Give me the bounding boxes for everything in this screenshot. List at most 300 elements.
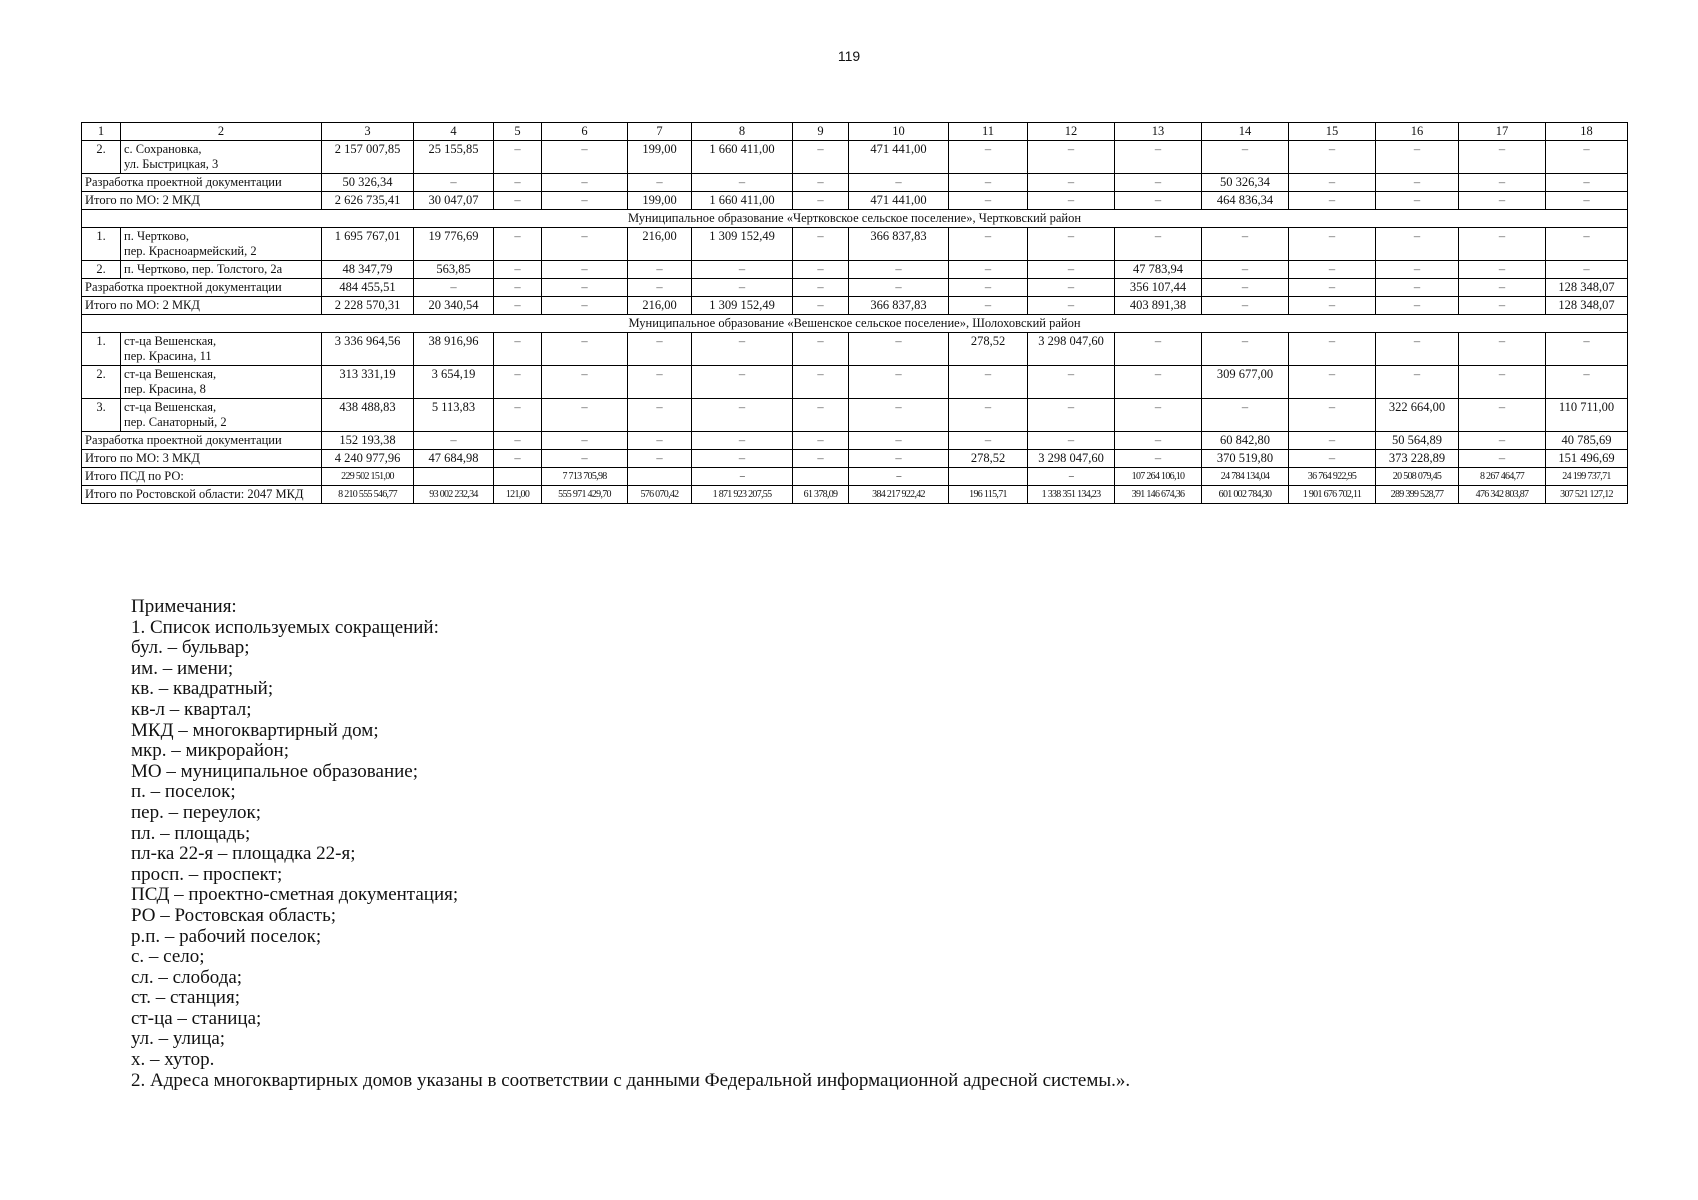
value-cell: 438 488,83 — [322, 399, 414, 432]
value-cell: 128 348,07 — [1546, 279, 1628, 297]
value-cell: – — [1202, 261, 1289, 279]
table-row — [82, 366, 1628, 399]
header-cell: 17 — [1459, 123, 1546, 141]
value-cell: – — [414, 174, 494, 192]
value-cell: 563,85 — [414, 261, 494, 279]
value-cell: – — [494, 333, 542, 366]
value-cell: – — [1459, 174, 1546, 192]
table-row — [82, 141, 1628, 174]
note-line: п. – поселок; — [131, 781, 236, 803]
value-cell: 484 455,51 — [322, 279, 414, 297]
value-cell: – — [1289, 297, 1376, 315]
value-cell: – — [1459, 366, 1546, 399]
address-line: пер. Красноармейский, 2 — [124, 244, 257, 258]
value-cell: – — [692, 468, 793, 486]
value-cell: 1 660 411,00 — [692, 192, 793, 210]
value-cell: 373 228,89 — [1376, 450, 1459, 468]
value-cell: – — [1202, 399, 1289, 432]
value-cell: – — [1115, 450, 1202, 468]
value-cell: 8 267 464,77 — [1459, 468, 1546, 486]
value-cell: – — [1376, 261, 1459, 279]
value-cell: 3 298 047,60 — [1028, 450, 1115, 468]
header-row — [82, 123, 1628, 141]
section-row — [82, 210, 1628, 228]
value-cell: – — [414, 279, 494, 297]
summary-label: Итого по МО: 2 МКД — [82, 297, 322, 315]
value-cell: 3 336 964,56 — [322, 333, 414, 366]
value-cell: 403 891,38 — [1115, 297, 1202, 315]
value-cell: – — [494, 261, 542, 279]
value-cell: 1 338 351 134,23 — [1028, 486, 1115, 504]
value-cell: – — [793, 174, 849, 192]
note-line: пл-ка 22-я – площадка 22-я; — [131, 843, 356, 865]
table-row — [82, 333, 1628, 366]
value-cell: 476 342 803,87 — [1459, 486, 1546, 504]
value-cell: – — [949, 366, 1028, 399]
value-cell: – — [1376, 366, 1459, 399]
note-line: с. – село; — [131, 946, 205, 968]
value-cell: – — [494, 366, 542, 399]
value-cell: – — [1289, 174, 1376, 192]
note-line: ПСД – проектно-сметная документация; — [131, 884, 459, 906]
value-cell: – — [793, 399, 849, 432]
value-cell: – — [849, 333, 949, 366]
value-cell: – — [1459, 141, 1546, 174]
value-cell: 128 348,07 — [1546, 297, 1628, 315]
value-cell: – — [494, 192, 542, 210]
page-number: 119 — [837, 48, 861, 64]
value-cell: 3 654,19 — [414, 366, 494, 399]
value-cell: – — [692, 399, 793, 432]
value-cell: – — [628, 399, 692, 432]
value-cell: – — [793, 333, 849, 366]
note-line: ст. – станция; — [131, 987, 240, 1009]
address-line: ст-ца Вешенская, — [124, 334, 217, 348]
row-number: 2. — [82, 141, 121, 174]
value-cell: 366 837,83 — [849, 228, 949, 261]
value-cell: 3 298 047,60 — [1028, 333, 1115, 366]
value-cell: 1 871 923 207,55 — [692, 486, 793, 504]
value-cell: 471 441,00 — [849, 141, 949, 174]
note-line: кв. – квадратный; — [131, 678, 274, 700]
value-cell: – — [1289, 279, 1376, 297]
value-cell: – — [849, 468, 949, 486]
value-cell: – — [849, 450, 949, 468]
value-cell: 1 660 411,00 — [692, 141, 793, 174]
table-row — [82, 228, 1628, 261]
value-cell: 152 193,38 — [322, 432, 414, 450]
funding-table — [81, 122, 1628, 504]
value-cell: 601 002 784,30 — [1202, 486, 1289, 504]
note-line: ул. – улица; — [131, 1028, 226, 1050]
row-number: 2. — [82, 366, 121, 399]
value-cell: – — [1115, 228, 1202, 261]
value-cell: – — [1546, 174, 1628, 192]
value-cell: 356 107,44 — [1115, 279, 1202, 297]
header-cell: 12 — [1028, 123, 1115, 141]
row-number: 1. — [82, 228, 121, 261]
note-line: 2. Адреса многоквартирных домов указаны в соответствии с данными Федеральной информационной адресной системы.». — [131, 1069, 1131, 1091]
value-cell — [628, 468, 692, 486]
value-cell: 384 217 922,42 — [849, 486, 949, 504]
table-row — [82, 399, 1628, 432]
address-cell — [121, 399, 322, 432]
value-cell: 20 340,54 — [414, 297, 494, 315]
value-cell: – — [1115, 399, 1202, 432]
value-cell: 313 331,19 — [322, 366, 414, 399]
row-number: 2. — [82, 261, 121, 279]
value-cell: – — [1459, 333, 1546, 366]
value-cell: – — [628, 333, 692, 366]
value-cell: – — [692, 261, 793, 279]
value-cell: – — [1028, 279, 1115, 297]
note-line: пл. – площадь; — [131, 822, 251, 844]
table-row — [82, 261, 1628, 279]
value-cell: – — [1376, 174, 1459, 192]
value-cell: – — [793, 366, 849, 399]
value-cell: – — [1289, 366, 1376, 399]
value-cell: – — [1546, 228, 1628, 261]
summary-row — [82, 279, 1628, 297]
address-line: п. Чертково, пер. Толстого, 2а — [124, 262, 283, 276]
summary-row — [82, 174, 1628, 192]
address-cell — [121, 261, 322, 279]
row-number: 1. — [82, 333, 121, 366]
value-cell: – — [1459, 192, 1546, 210]
summary-label: Итого по МО: 3 МКД — [82, 450, 322, 468]
notes-section — [131, 597, 1130, 1091]
address-cell — [121, 141, 322, 174]
value-cell — [494, 468, 542, 486]
summary-label: Разработка проектной документации — [82, 432, 322, 450]
value-cell: – — [793, 432, 849, 450]
value-cell: 47 783,94 — [1115, 261, 1202, 279]
summary-label: Разработка проектной документации — [82, 174, 322, 192]
row-number: 3. — [82, 399, 121, 432]
value-cell: – — [849, 432, 949, 450]
value-cell: – — [542, 297, 628, 315]
note-line: ст-ца – станица; — [131, 1007, 262, 1029]
value-cell: – — [849, 261, 949, 279]
header-cell: 11 — [949, 123, 1028, 141]
note-line: МО – муниципальное образование; — [131, 760, 419, 782]
value-cell: 2 157 007,85 — [322, 141, 414, 174]
value-cell: – — [1115, 192, 1202, 210]
value-cell: – — [949, 432, 1028, 450]
value-cell: – — [692, 333, 793, 366]
header-cell: 13 — [1115, 123, 1202, 141]
value-cell: – — [1202, 279, 1289, 297]
value-cell: 322 664,00 — [1376, 399, 1459, 432]
value-cell: – — [1028, 261, 1115, 279]
value-cell: – — [949, 141, 1028, 174]
value-cell: – — [1546, 141, 1628, 174]
value-cell: 309 677,00 — [1202, 366, 1289, 399]
value-cell: – — [1115, 432, 1202, 450]
value-cell: – — [1202, 141, 1289, 174]
value-cell: – — [1202, 297, 1289, 315]
value-cell: – — [793, 450, 849, 468]
header-cell: 18 — [1546, 123, 1628, 141]
value-cell: – — [1289, 432, 1376, 450]
note-line: х. – хутор. — [131, 1049, 215, 1071]
value-cell: – — [1115, 333, 1202, 366]
value-cell: 50 326,34 — [1202, 174, 1289, 192]
table-body — [82, 123, 1628, 504]
value-cell: – — [494, 432, 542, 450]
note-line: просп. – проспект; — [131, 863, 283, 885]
note-line: р.п. – рабочий поселок; — [131, 925, 322, 947]
value-cell: – — [1115, 174, 1202, 192]
value-cell: – — [542, 399, 628, 432]
section-row — [82, 315, 1628, 333]
summary-row — [82, 450, 1628, 468]
value-cell: 121,00 — [494, 486, 542, 504]
address-cell — [121, 366, 322, 399]
value-cell: 1 309 152,49 — [692, 297, 793, 315]
value-cell: – — [542, 432, 628, 450]
value-cell: – — [542, 366, 628, 399]
value-cell: – — [494, 141, 542, 174]
value-cell: – — [1028, 432, 1115, 450]
summary-row — [82, 486, 1628, 504]
value-cell: – — [1028, 399, 1115, 432]
address-line: пер. Красина, 8 — [124, 382, 206, 396]
value-cell: 8 210 555 546,77 — [322, 486, 414, 504]
value-cell: – — [949, 192, 1028, 210]
header-cell: 15 — [1289, 123, 1376, 141]
value-cell: 216,00 — [628, 297, 692, 315]
note-line: сл. – слобода; — [131, 966, 243, 988]
value-cell: – — [1459, 450, 1546, 468]
header-cell: 6 — [542, 123, 628, 141]
value-cell: – — [628, 174, 692, 192]
value-cell: 391 146 674,36 — [1115, 486, 1202, 504]
value-cell: – — [1546, 261, 1628, 279]
value-cell: 50 326,34 — [322, 174, 414, 192]
note-line: МКД – многоквартирный дом; — [131, 719, 379, 741]
address-cell — [121, 228, 322, 261]
value-cell: 229 502 151,00 — [322, 468, 414, 486]
value-cell: – — [494, 279, 542, 297]
value-cell: 30 047,07 — [414, 192, 494, 210]
value-cell: – — [494, 297, 542, 315]
value-cell: – — [1546, 333, 1628, 366]
value-cell: – — [1289, 450, 1376, 468]
value-cell: – — [542, 228, 628, 261]
value-cell: – — [1202, 333, 1289, 366]
header-cell: 8 — [692, 123, 793, 141]
value-cell: 50 564,89 — [1376, 432, 1459, 450]
section-title: Муниципальное образование «Вешенское сельское поселение», Шолоховский район — [82, 315, 1628, 333]
value-cell: – — [692, 366, 793, 399]
summary-row — [82, 468, 1628, 486]
summary-label: Итого ПСД по РО: — [82, 468, 322, 486]
value-cell: 216,00 — [628, 228, 692, 261]
value-cell: – — [628, 366, 692, 399]
note-line: им. – имени; — [131, 657, 234, 679]
value-cell: 20 508 079,45 — [1376, 468, 1459, 486]
value-cell: – — [949, 174, 1028, 192]
value-cell: – — [1028, 366, 1115, 399]
header-cell: 10 — [849, 123, 949, 141]
value-cell: – — [1115, 141, 1202, 174]
note-line: пер. – переулок; — [131, 801, 262, 823]
value-cell: – — [849, 399, 949, 432]
value-cell: 555 971 429,70 — [542, 486, 628, 504]
value-cell: – — [1459, 279, 1546, 297]
value-cell: 307 521 127,12 — [1546, 486, 1628, 504]
value-cell: – — [949, 228, 1028, 261]
value-cell: – — [1289, 399, 1376, 432]
value-cell: – — [1028, 192, 1115, 210]
value-cell — [414, 468, 494, 486]
value-cell: 19 776,69 — [414, 228, 494, 261]
value-cell — [949, 468, 1028, 486]
header-cell: 9 — [793, 123, 849, 141]
value-cell: 2 228 570,31 — [322, 297, 414, 315]
note-line: кв-л – квартал; — [131, 698, 252, 720]
value-cell: 1 695 767,01 — [322, 228, 414, 261]
value-cell: – — [949, 399, 1028, 432]
value-cell: 5 113,83 — [414, 399, 494, 432]
value-cell — [793, 468, 849, 486]
value-cell: – — [1459, 228, 1546, 261]
value-cell: 199,00 — [628, 141, 692, 174]
value-cell: – — [542, 450, 628, 468]
value-cell: – — [494, 450, 542, 468]
value-cell: – — [793, 297, 849, 315]
value-cell: – — [494, 399, 542, 432]
value-cell: – — [1376, 141, 1459, 174]
value-cell: – — [542, 192, 628, 210]
value-cell: 36 764 922,95 — [1289, 468, 1376, 486]
value-cell: – — [793, 141, 849, 174]
value-cell: – — [793, 261, 849, 279]
value-cell: – — [1289, 261, 1376, 279]
header-cell: 2 — [121, 123, 322, 141]
summary-label: Итого по МО: 2 МКД — [82, 192, 322, 210]
value-cell: 60 842,80 — [1202, 432, 1289, 450]
value-cell: – — [1289, 228, 1376, 261]
value-cell: 40 785,69 — [1546, 432, 1628, 450]
value-cell: 93 002 232,34 — [414, 486, 494, 504]
value-cell: – — [1028, 468, 1115, 486]
value-cell: – — [1459, 297, 1546, 315]
summary-label: Итого по Ростовской области: 2047 МКД — [82, 486, 322, 504]
value-cell: 7 713 705,98 — [542, 468, 628, 486]
value-cell: – — [1028, 141, 1115, 174]
value-cell: – — [542, 141, 628, 174]
address-line: с. Сохрановка, — [124, 142, 202, 156]
value-cell: – — [414, 432, 494, 450]
value-cell: – — [542, 261, 628, 279]
value-cell: – — [1289, 333, 1376, 366]
value-cell: 107 264 106,10 — [1115, 468, 1202, 486]
header-cell: 7 — [628, 123, 692, 141]
note-line: 1. Список используемых сокращений: — [131, 616, 439, 638]
value-cell: 366 837,83 — [849, 297, 949, 315]
value-cell: – — [1289, 192, 1376, 210]
value-cell: – — [793, 279, 849, 297]
value-cell: – — [1376, 192, 1459, 210]
value-cell: – — [1376, 297, 1459, 315]
value-cell: – — [494, 174, 542, 192]
value-cell: – — [628, 261, 692, 279]
section-title: Муниципальное образование «Чертковское сельское поселение», Чертковский район — [82, 210, 1628, 228]
value-cell: 471 441,00 — [849, 192, 949, 210]
address-line: ст-ца Вешенская, — [124, 367, 217, 381]
value-cell: – — [849, 279, 949, 297]
value-cell: – — [849, 366, 949, 399]
value-cell: – — [692, 279, 793, 297]
value-cell: – — [1546, 192, 1628, 210]
value-cell: – — [692, 174, 793, 192]
value-cell: – — [1289, 141, 1376, 174]
value-cell: – — [542, 333, 628, 366]
value-cell: 47 684,98 — [414, 450, 494, 468]
value-cell: 48 347,79 — [322, 261, 414, 279]
value-cell: – — [1028, 297, 1115, 315]
value-cell: 278,52 — [949, 333, 1028, 366]
note-line: Примечания: — [131, 596, 237, 617]
value-cell: – — [1459, 399, 1546, 432]
value-cell: – — [1028, 174, 1115, 192]
value-cell: – — [1376, 228, 1459, 261]
note-line: РО – Ростовская область; — [131, 904, 337, 926]
value-cell: – — [1376, 279, 1459, 297]
value-cell: – — [628, 279, 692, 297]
value-cell: – — [628, 450, 692, 468]
value-cell: 151 496,69 — [1546, 450, 1628, 468]
value-cell: 1 901 676 702,11 — [1289, 486, 1376, 504]
value-cell: – — [628, 432, 692, 450]
value-cell: 2 626 735,41 — [322, 192, 414, 210]
value-cell: 370 519,80 — [1202, 450, 1289, 468]
note-line: мкр. – микрорайон; — [131, 740, 289, 762]
header-cell: 14 — [1202, 123, 1289, 141]
value-cell: – — [692, 450, 793, 468]
value-cell: 24 199 737,71 — [1546, 468, 1628, 486]
value-cell: 196 115,71 — [949, 486, 1028, 504]
value-cell: 4 240 977,96 — [322, 450, 414, 468]
value-cell: 199,00 — [628, 192, 692, 210]
value-cell: – — [1459, 432, 1546, 450]
address-line: п. Чертково, — [124, 229, 190, 243]
value-cell: – — [1028, 228, 1115, 261]
value-cell: 110 711,00 — [1546, 399, 1628, 432]
value-cell: – — [849, 174, 949, 192]
value-cell: – — [949, 279, 1028, 297]
summary-row — [82, 297, 1628, 315]
address-line: ст-ца Вешенская, — [124, 400, 217, 414]
summary-row — [82, 192, 1628, 210]
value-cell: – — [949, 297, 1028, 315]
address-cell — [121, 333, 322, 366]
summary-row — [82, 432, 1628, 450]
value-cell: – — [1376, 333, 1459, 366]
header-cell: 1 — [82, 123, 121, 141]
value-cell: – — [542, 279, 628, 297]
header-cell: 5 — [494, 123, 542, 141]
value-cell: 25 155,85 — [414, 141, 494, 174]
header-cell: 3 — [322, 123, 414, 141]
value-cell: – — [542, 174, 628, 192]
value-cell: 61 378,09 — [793, 486, 849, 504]
value-cell: – — [1546, 366, 1628, 399]
header-cell: 4 — [414, 123, 494, 141]
value-cell: – — [793, 192, 849, 210]
